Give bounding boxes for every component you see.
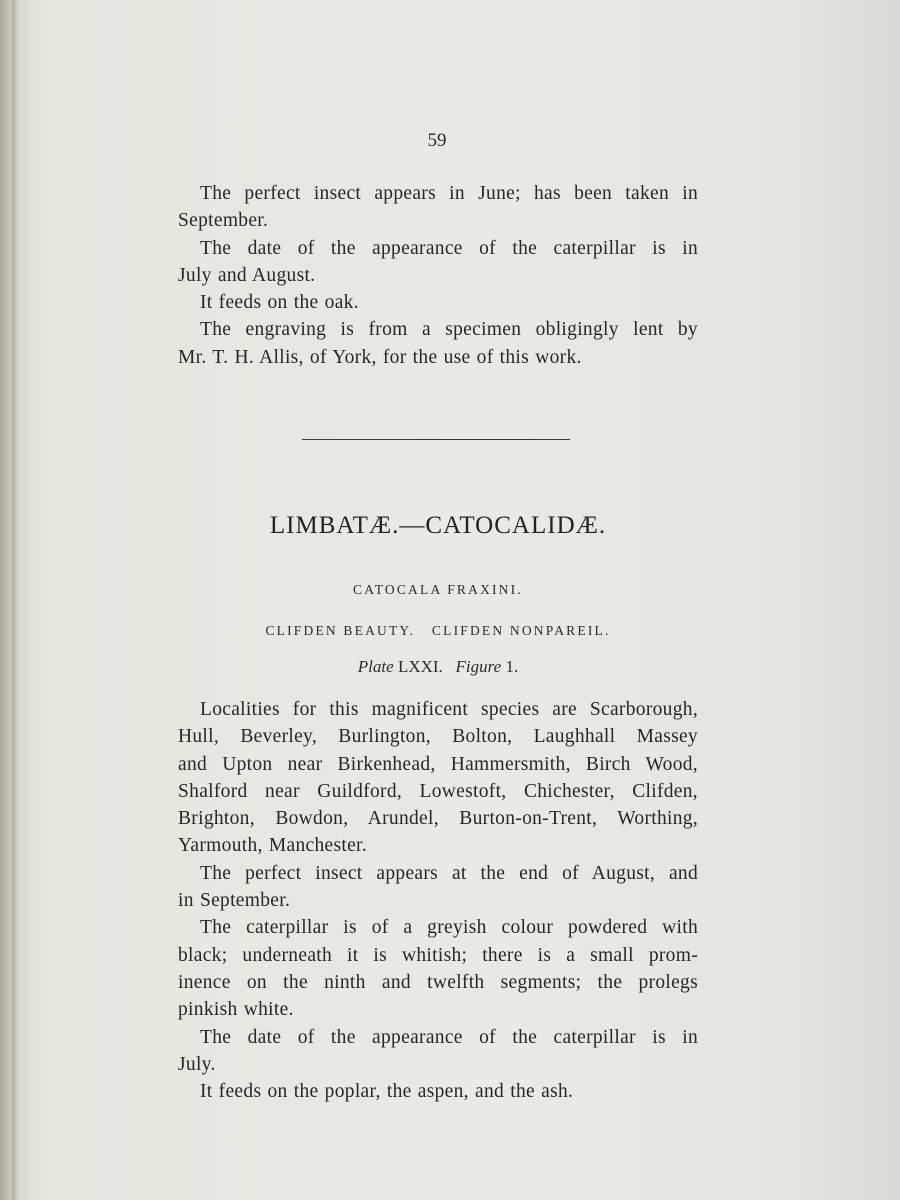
- plate-number: LXXI.: [397, 657, 443, 676]
- text-line: Shalford near Guildford, Lowestoft, Chichester, Clifden,: [178, 780, 698, 802]
- text-line: July.: [178, 1053, 216, 1075]
- text-line: Yarmouth, Manchester.: [178, 835, 367, 857]
- species-name: CATOCALA FRAXINI.: [353, 582, 523, 597]
- text-line: The caterpillar is of a greyish colour powdered with: [200, 917, 698, 939]
- text-line: July and August.: [178, 264, 316, 286]
- plate-word: Plate: [357, 657, 394, 676]
- text-line: The engraving is from a specimen obligingly lent by: [200, 319, 698, 341]
- text-line: pinkish white.: [178, 999, 294, 1021]
- bottom-section: [178, 696, 698, 1105]
- figure-word: Figure: [455, 657, 502, 676]
- text-line: It feeds on the poplar, the aspen, and the ash.: [200, 1081, 574, 1103]
- text-line: The perfect insect appears in June; has been taken in: [200, 183, 698, 204]
- section-divider: [302, 439, 570, 440]
- text-line: in September.: [178, 890, 291, 912]
- text-line: and Upton near Birkenhead, Hammersmith, Birch Wood,: [178, 753, 698, 775]
- text-line: black; underneath it is whitish; there is a small prom-: [178, 944, 698, 966]
- book-page: [42, 0, 900, 1200]
- text-line: Hull, Beverley, Burlington, Bolton, Laughhall Massey: [178, 726, 698, 748]
- text-line: The date of the appearance of the caterpillar is in: [200, 1026, 698, 1048]
- plate-reference: [178, 657, 698, 677]
- book-spine-shadow: [0, 0, 42, 1200]
- top-section: [178, 180, 698, 371]
- family-heading: LIMBATÆ.—CATOCALIDÆ.: [269, 512, 607, 539]
- common-names: CLIFDEN BEAUTY. CLIFDEN NONPAREIL.: [265, 623, 611, 638]
- text-line: inence on the ninth and twelfth segments; the prolegs: [178, 971, 698, 993]
- text-line: The perfect insect appears at the end of August, and: [200, 862, 698, 884]
- text-line: Localities for this magnificent species are Scarborough,: [200, 699, 698, 720]
- figure-number: 1.: [505, 657, 519, 676]
- page-edge: [12, 0, 18, 1200]
- text-line: Brighton, Bowdon, Arundel, Burton-on-Trent, Worthing,: [178, 808, 698, 830]
- text-line: It feeds on the oak.: [200, 292, 359, 314]
- page-number: 59: [427, 130, 447, 151]
- text-line: Mr. T. H. Allis, of York, for the use of this work.: [178, 346, 582, 368]
- text-line: September.: [178, 210, 269, 232]
- text-line: The date of the appearance of the caterpillar is in: [200, 237, 698, 259]
